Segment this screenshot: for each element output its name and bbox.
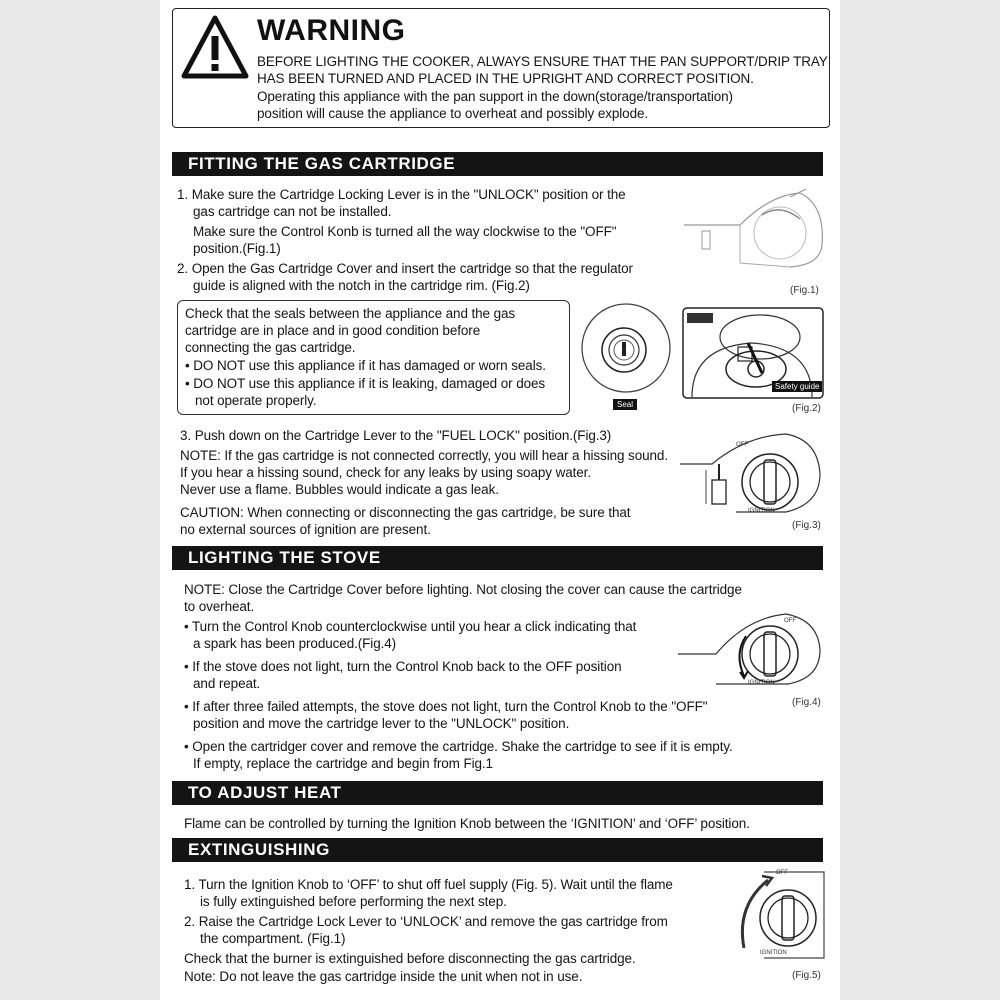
fig3-ignition-label: IGNITION: [748, 508, 775, 514]
fitting-step-1d: position.(Fig.1): [193, 241, 281, 256]
seal-label: Seal: [613, 399, 637, 410]
extinguish-step-2a: 2. Raise the Cartridge Lock Lever to ‘UNLOCK’ and remove the gas cartridge from: [184, 914, 668, 929]
fig3-off-label: OFF: [736, 442, 748, 448]
fig1-label: (Fig.1): [790, 285, 819, 296]
fitting-caution-1: CAUTION: When connecting or disconnecting the gas cartridge, be sure that: [180, 505, 631, 520]
fig4-label: (Fig.4): [792, 697, 821, 708]
check-bullet-2a: • DO NOT use this appliance if it is leaking, damaged or does: [185, 376, 546, 391]
heading-extinguishing: EXTINGUISHING: [172, 838, 823, 862]
fig2-label: (Fig.2): [792, 403, 821, 414]
fitting-step-2b: guide is aligned with the notch in the cartridge rim. (Fig.2): [193, 278, 530, 293]
warning-triangle-icon: [180, 14, 250, 80]
fig4-ignition-label: IGNITION: [748, 680, 775, 686]
warning-line-3: Operating this appliance with the pan support in the down(storage/transportation): [257, 89, 733, 104]
heading-adjust-heat: TO ADJUST HEAT: [172, 781, 823, 805]
fig3-label: (Fig.3): [792, 520, 821, 531]
lighting-note-1: NOTE: Close the Cartridge Cover before lighting. Not closing the cover can cause the cartridge: [184, 582, 742, 597]
lighting-bullet-2b: and repeat.: [193, 676, 261, 691]
fitting-step-3: 3. Push down on the Cartridge Lever to the "FUEL LOCK" position.(Fig.3): [180, 428, 612, 443]
heading-lighting: LIGHTING THE STOVE: [172, 546, 823, 570]
warning-line-4: position will cause the appliance to overheat and possibly explode.: [257, 106, 649, 121]
lighting-bullet-4b: If empty, replace the cartridge and begin from Fig.1: [193, 756, 493, 771]
lighting-bullet-4a: • Open the cartridger cover and remove the cartridge. Shake the cartridge to see if it is empty.: [184, 739, 733, 754]
lighting-bullet-3b: position and move the cartridge lever to the "UNLOCK" position.: [193, 716, 570, 731]
lighting-bullet-1b: a spark has been produced.(Fig.4): [193, 636, 397, 651]
fig4-knob-illustration: [676, 606, 826, 688]
fitting-step-1b: gas cartridge can not be installed.: [193, 204, 392, 219]
warning-line-1: BEFORE LIGHTING THE COOKER, ALWAYS ENSURE THAT THE PAN SUPPORT/DRIP TRAY: [257, 54, 828, 69]
fig1-stove-illustration: [680, 185, 830, 280]
fitting-step-1a: 1. Make sure the Cartridge Locking Lever is in the "UNLOCK" position or the: [177, 187, 626, 202]
warning-title: WARNING: [257, 14, 406, 47]
fitting-note-2: If you hear a hissing sound, check for any leaks by using soapy water.: [180, 465, 591, 480]
check-line-2: cartridge are in place and in good condition before: [185, 323, 481, 338]
fig5-ignition-label: IGNITION: [760, 950, 787, 956]
extinguish-note: Note: Do not leave the gas cartridge inside the unit when not in use.: [184, 969, 583, 984]
check-bullet-2b: not operate properly.: [195, 393, 317, 408]
extinguish-step-1b: is fully extinguished before performing the next step.: [200, 894, 507, 909]
lighting-bullet-1a: • Turn the Control Knob counterclockwise until you hear a click indicating that: [184, 619, 637, 634]
fig5-off-label: OFF: [776, 870, 788, 876]
heading-fitting: FITTING THE GAS CARTRIDGE: [172, 152, 823, 176]
lighting-bullet-2a: • If the stove does not light, turn the Control Knob back to the OFF position: [184, 659, 622, 674]
safety-guide-label: Safety guide: [772, 381, 822, 392]
adjust-text: Flame can be controlled by turning the Ignition Knob between the ‘IGNITION’ and ‘OFF’ position.: [184, 816, 750, 831]
extinguish-step-1a: 1. Turn the Ignition Knob to ‘OFF’ to shut off fuel supply (Fig. 5). Wait until the flame: [184, 877, 673, 892]
fitting-caution-2: no external sources of ignition are present.: [180, 522, 431, 537]
check-line-1: Check that the seals between the appliance and the gas: [185, 306, 516, 321]
extinguish-check: Check that the burner is extinguished before disconnecting the gas cartridge.: [184, 951, 636, 966]
check-bullet-1: • DO NOT use this appliance if it has damaged or worn seals.: [185, 358, 546, 373]
fitting-note-3: Never use a flame. Bubbles would indicate a gas leak.: [180, 482, 499, 497]
fig4-off-label: OFF: [784, 618, 796, 624]
fitting-note-1: NOTE: If the gas cartridge is not connected correctly, you will hear a hissing sound.: [180, 448, 668, 463]
warning-line-2: HAS BEEN TURNED AND PLACED IN THE UPRIGHT AND CORRECT POSITION.: [257, 71, 754, 86]
lighting-note-2: to overheat.: [184, 599, 255, 614]
fig5-label: (Fig.5): [792, 970, 821, 981]
extinguish-step-2b: the compartment. (Fig.1): [200, 931, 346, 946]
lighting-bullet-3a: • If after three failed attempts, the stove does not light, turn the Control Knob to the "OFF": [184, 699, 708, 714]
seal-illustration: [578, 298, 674, 398]
fig3-knob-illustration: [676, 430, 826, 520]
fitting-step-2a: 2. Open the Gas Cartridge Cover and insert the cartridge so that the regulator: [177, 261, 633, 276]
check-line-3: connecting the gas cartridge.: [185, 340, 356, 355]
fitting-step-1c: Make sure the Control Konb is turned all the way clockwise to the "OFF": [193, 224, 617, 239]
